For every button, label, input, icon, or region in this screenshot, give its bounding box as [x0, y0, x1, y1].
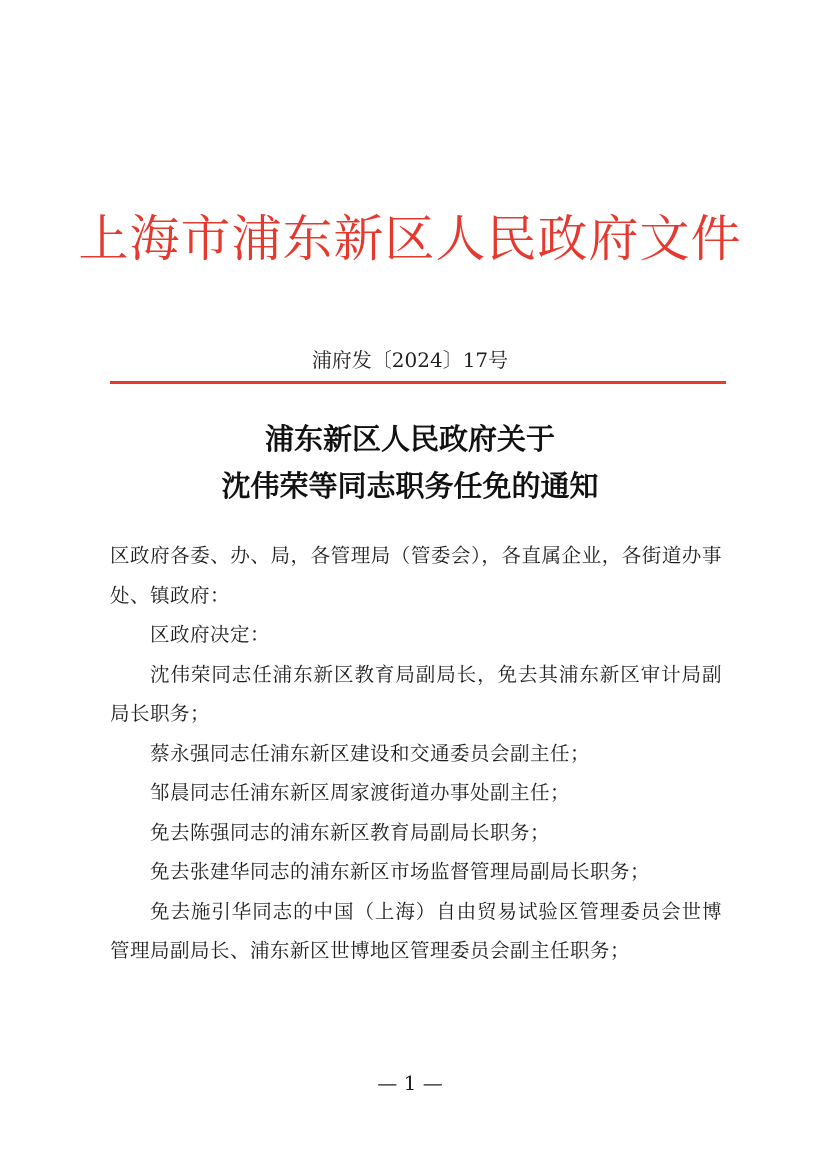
- red-separator-line: [110, 381, 726, 384]
- document-body: [110, 536, 722, 971]
- appointment-item: 邹晨同志任浦东新区周家渡街道办事处副主任；: [150, 781, 571, 804]
- appointment-item: 沈伟荣同志任浦东新区教育局副局长，免去其浦东新区审计局副局长职务；: [110, 662, 722, 725]
- appointment-item: 蔡永强同志任浦东新区建设和交通委员会副主任；: [150, 741, 591, 765]
- document-title: [0, 416, 820, 510]
- document-title-line-1: 浦东新区人民政府关于: [264, 422, 555, 456]
- removal-item: 免去张建华同志的浦东新区市场监督管理局副局长职务；: [150, 860, 651, 883]
- page-number: — 1 —: [377, 1071, 443, 1095]
- recipients-paragraph: 区政府各委、办、局，各管理局（管委会），各直属企业，各街道办事处、镇政府：: [110, 544, 722, 607]
- removal-item: 免去陈强同志的浦东新区教育局副局长职务；: [150, 820, 551, 844]
- removal-item: 免去施引华同志的中国（上海）自由贸易试验区管理委员会世博管理局副局长、浦东新区世博地区管理委员会副主任职务；: [110, 899, 722, 962]
- decision-intro: 区政府决定：: [150, 623, 271, 646]
- document-number: 浦府发〔2024〕17号: [311, 348, 509, 372]
- red-header-title: 上海市浦东新区人民政府文件: [78, 210, 742, 268]
- document-title-line-2: 沈伟荣等同志职务任免的通知: [221, 469, 599, 503]
